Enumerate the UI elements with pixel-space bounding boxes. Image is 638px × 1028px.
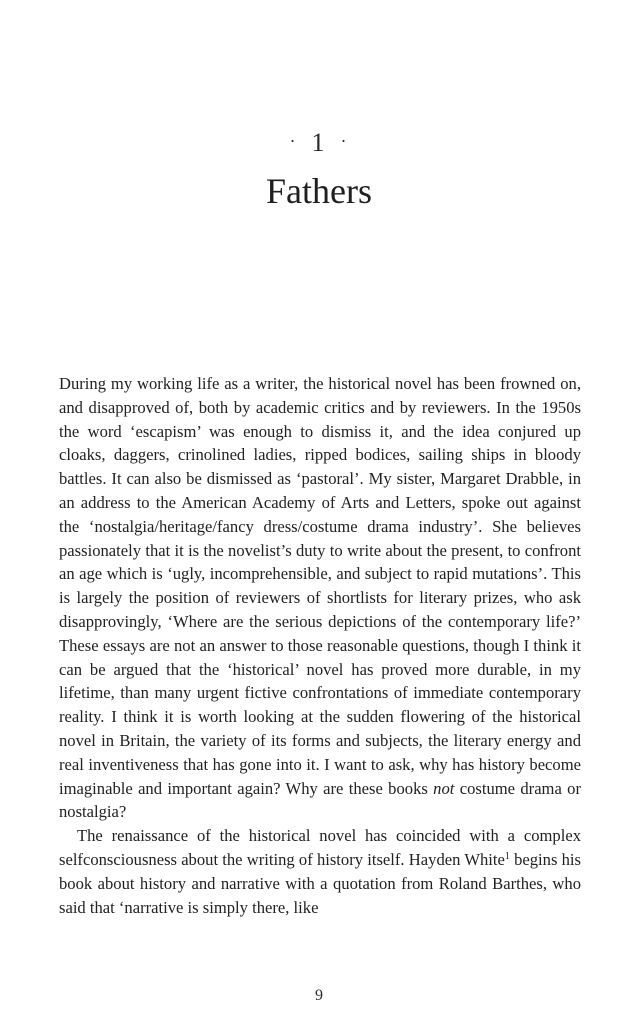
ornament-dot-right: · bbox=[340, 131, 349, 151]
paragraph-2-text: The renaissance of the historical novel has coincided with a complex selfconsciousness about the writing of history itself. Hayden White bbox=[59, 826, 581, 869]
ornament-dot-left: · bbox=[289, 131, 298, 151]
chapter-title: Fathers bbox=[266, 171, 372, 211]
chapter-number-value: 1 bbox=[311, 128, 327, 157]
page-number: 9 bbox=[315, 987, 323, 1004]
chapter-number bbox=[0, 128, 638, 158]
paragraph-2-text-end: begins his book about history and narrative with a quotation from Roland Barthes, who said that ‘narrative is simply there, like bbox=[59, 849, 581, 917]
body-text bbox=[59, 372, 581, 919]
paragraph-2 bbox=[59, 824, 581, 919]
paragraph-1-emphasis: not bbox=[433, 778, 455, 798]
paragraph-1-text: During my working life as a writer, the historical novel has been frowned on, and disapproved of, both by academic critics and by reviewers. In the 1950s the word ‘escapism’ was enough to dismiss it, and the idea conjured up cloaks, daggers, crinolined ladies, ripped bodices, sailing ships in bloody battles. It can also be dismissed as ‘pastoral’. My sister, Margaret Drabble, in an address to the American Academy of Arts and Letters, spoke out against the ‘nostalgia/heritage/fancy dress/costume drama industry’. She believes passionately that it is the novelist’s duty to write about the present, to confront an age which is ‘ugly, incomprehensible, and subject to rapid mutations’. This is largely the position of reviewers of shortlists for literary prizes, who ask disapprovingly, ‘Where are the serious depictions of the contemporary life?’ These essays are not an answer to those reasonable questions, though I think it can be argued that the ‘historical’ novel has proved more durable, in my lifetime, than many urgent fictive confrontations of immediate contemporary reality. I think it is worth looking at the sudden flowering of the historical novel in Britain, the variety of its forms and subjects, the literary energy and real inventiveness that has gone into it. I want to ask, why has history become imaginable and important again? Why are these books bbox=[59, 374, 581, 798]
paragraph-1 bbox=[59, 372, 581, 824]
paragraph-1-text-end: costume drama or nostalgia? bbox=[59, 778, 581, 822]
footnote-marker[interactable]: 1 bbox=[504, 850, 510, 862]
